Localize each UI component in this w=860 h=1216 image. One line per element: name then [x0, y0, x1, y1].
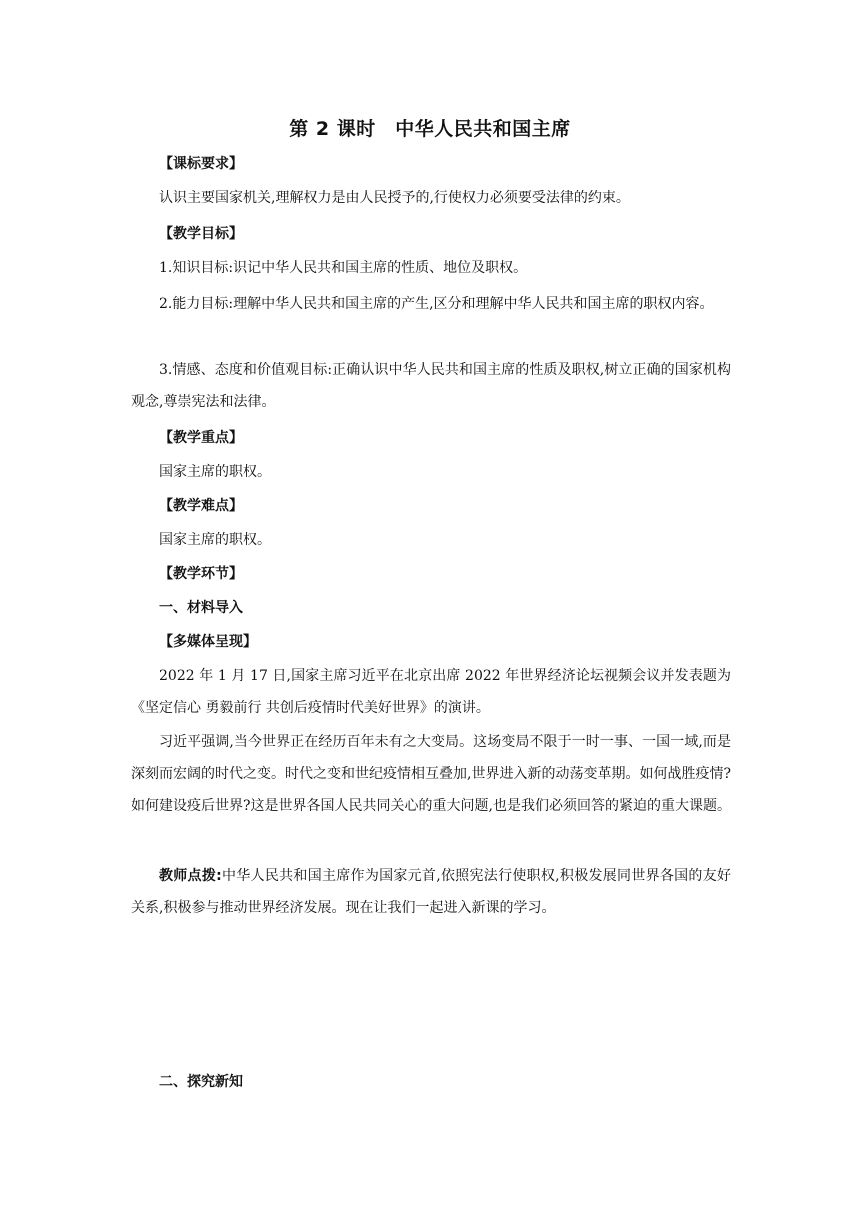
- mubiao-heading: 【教学目标】: [159, 226, 243, 242]
- page-title: 第 2 课时 中华人民共和国主席: [289, 118, 571, 140]
- mubiao-item-2: 2.能力目标:理解中华人民共和国主席的产生,区分和理解中华人民共和国主席的职权内容。: [159, 296, 714, 312]
- speech-paragraph: 习近平强调,当今世界正在经历百年未有之大变局。这场变局不限于一时一事、一国一域,而是深刻而宏阔的时代之变。时代之变和世纪疫情相互叠加,世界进入新的动荡变革期。如何战胜疫情?如何建设疫后世界?这是世界各国人民共同关心的重大问题,也是我们必须回答的紧迫的重大课题。: [131, 734, 731, 814]
- kebiao-heading: 【课标要求】: [159, 156, 243, 172]
- mubiao-item-1: 1.知识目标:识记中华人民共和国主席的性质、地位及职权。: [159, 260, 528, 276]
- teacher-note-text: 中华人民共和国主席作为国家元首,依照宪法行使职权,积极发展同世界各国的友好关系,积极参与推动世界经济发展。现在让我们一起进入新课的学习。: [131, 868, 731, 916]
- mubiao-item-3: 3.情感、态度和价值观目标:正确认识中华人民共和国主席的性质及职权,树立正确的国家机构观念,尊崇宪法和法律。: [131, 362, 731, 410]
- nandian-heading: 【教学难点】: [159, 498, 243, 514]
- huanjie-heading: 【教学环节】: [159, 566, 243, 582]
- nandian-text: 国家主席的职权。: [159, 532, 271, 548]
- teacher-note-label: 教师点拨:: [159, 868, 222, 884]
- part-two-heading: 二、探究新知: [159, 1074, 243, 1090]
- teacher-note-paragraph: [131, 860, 731, 924]
- intro-paragraph: 2022 年 1 月 17 日,国家主席习近平在北京出席 2022 年世界经济论坛视频会议并发表题为《坚定信心 勇毅前行 共创后疫情时代美好世界》的演讲。: [131, 668, 731, 716]
- kebiao-text: 认识主要国家机关,理解权力是由人民授予的,行使权力必须要受法律的约束。: [159, 190, 630, 206]
- zhongdian-heading: 【教学重点】: [159, 430, 243, 446]
- part-one-heading: 一、材料导入: [159, 600, 243, 616]
- media-heading: 【多媒体呈现】: [159, 634, 257, 650]
- zhongdian-text: 国家主席的职权。: [159, 464, 271, 480]
